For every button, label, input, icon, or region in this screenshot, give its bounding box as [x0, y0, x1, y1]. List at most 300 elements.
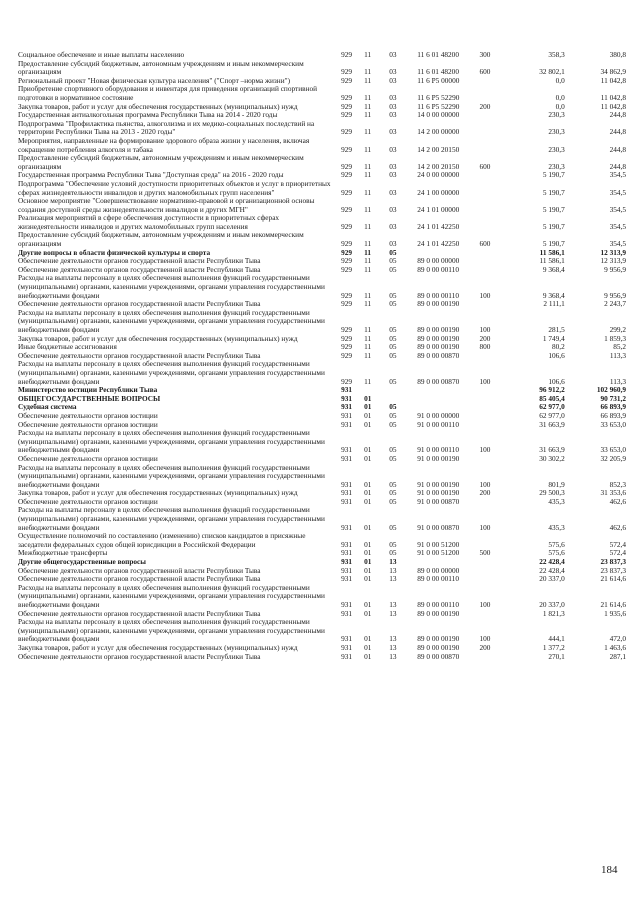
budget-table-body — [18, 51, 626, 661]
row-name: Мероприятия, направленные на формирование здорового образа жизни у населения, включая сокращение потребления алкоголя и табака — [18, 135, 310, 154]
row-amount-year1: 30 302,2 — [539, 453, 565, 463]
row-amount-year2: 102 960,9 — [596, 385, 626, 395]
row-ministry-code: 929 — [341, 204, 353, 214]
row-subsection-code: 13 — [389, 651, 397, 661]
row-expense-type: 600 — [479, 239, 491, 249]
row-section-code: 01 — [364, 642, 372, 652]
row-amount-year1: 0,0 — [555, 75, 565, 85]
row-amount-year2: 21 614,6 — [600, 600, 626, 609]
row-section-code: 01 — [364, 496, 372, 506]
row-amount-year2: 11 042,8 — [600, 75, 626, 85]
row-amount-year1: 31 663,9 — [539, 445, 565, 455]
row-section-code: 11 — [364, 247, 372, 257]
row-name: Государственная антиалкогольная программа Республики Тыва на 2014 - 2020 годы — [18, 110, 278, 120]
row-ministry-code: 929 — [341, 187, 353, 197]
row-section-code: 11 — [364, 239, 372, 249]
row-amount-year2: 462,6 — [609, 522, 626, 532]
row-expense-type — [479, 180, 507, 197]
row-target-article: 89 0 00 00190 — [417, 342, 460, 352]
row-ministry-code: 931 — [341, 419, 353, 429]
row-amount-year2: 1 935,6 — [604, 608, 626, 618]
row-amount-year2: 12 313,9 — [600, 256, 626, 266]
row-target-article: 89 0 00 00000 — [417, 256, 460, 266]
row-amount-year2: 852,3 — [609, 479, 626, 489]
table-row — [18, 137, 626, 154]
row-ministry-code: 929 — [341, 290, 353, 300]
row-subsection-code: 05 — [389, 350, 397, 360]
row-ministry-code: 929 — [341, 350, 353, 360]
row-amount-year2: 85,2 — [613, 342, 626, 352]
row-ministry-code: 929 — [341, 376, 353, 386]
row-subsection-code: 05 — [389, 333, 397, 343]
row-ministry-code: 931 — [341, 548, 353, 558]
row-ministry-code: 929 — [341, 75, 353, 85]
row-name: Государственная программа Республики Тыва "Доступная среда" на 2016 - 2020 годы — [18, 170, 284, 180]
row-subsection-code: 05 — [389, 325, 397, 334]
row-target-article: 91 0 00 00000 — [417, 410, 460, 420]
row-amount-year2: 21 614,6 — [600, 574, 626, 584]
row-expense-type: 200 — [479, 642, 491, 652]
row-amount-year1: 230,3 — [548, 144, 565, 154]
row-name: Расходы на выплаты персоналу в целях обеспечения выполнения функций государственными (муниципальными) органами, казенными учреждениями, органами управления государственными внебюджетными фондами — [18, 307, 325, 334]
row-subsection-code: 03 — [389, 239, 397, 249]
row-expense-type: 200 — [479, 101, 491, 111]
row-expense-type — [479, 532, 507, 549]
row-name: Обеспечение деятельности органов государственной власти Республики Тыва — [18, 608, 261, 618]
row-section-code: 11 — [364, 264, 372, 274]
row-ministry-code: 931 — [341, 651, 353, 661]
row-amount-year1: 11 586,1 — [539, 256, 565, 266]
table-row — [18, 180, 626, 197]
row-section-code: 01 — [364, 479, 372, 489]
row-amount-year1: 1 377,2 — [542, 642, 565, 652]
row-target-article: 89 0 00 00110 — [417, 600, 459, 609]
row-expense-type — [479, 403, 507, 412]
row-target-article: 24 1 00 00000 — [417, 187, 460, 197]
row-name: Обеспечение деятельности органов государственной власти Республики Тыва — [18, 651, 261, 661]
row-expense-type — [479, 567, 507, 576]
row-amount-year1: 281,5 — [548, 325, 565, 334]
table-row — [18, 506, 626, 532]
row-expense-type: 100 — [479, 479, 491, 489]
row-subsection-code: 03 — [389, 101, 397, 111]
row-section-code: 11 — [364, 325, 372, 334]
row-ministry-code: 929 — [341, 161, 353, 171]
row-ministry-code: 929 — [341, 50, 353, 59]
row-section-code: 01 — [364, 548, 372, 558]
row-target-article: 91 0 00 00110 — [417, 419, 459, 429]
row-subsection-code: 05 — [389, 496, 397, 506]
row-amount-year1: 435,3 — [548, 496, 565, 506]
row-subsection-code: 03 — [389, 110, 397, 120]
row-target-article: 91 0 00 00190 — [417, 479, 460, 489]
row-target-article: 14 2 00 20150 — [417, 144, 460, 154]
row-name: Обеспечение деятельности органов юстиции — [18, 453, 158, 463]
row-target-article: 24 1 01 42250 — [417, 239, 460, 249]
row-ministry-code: 929 — [341, 127, 353, 137]
row-expense-type: 600 — [479, 161, 491, 171]
row-target-article: 91 0 00 00190 — [417, 453, 460, 463]
row-amount-year1: 22 428,4 — [539, 557, 565, 567]
row-expense-type: 300 — [479, 50, 491, 59]
row-subsection-code: 03 — [389, 170, 397, 180]
row-ministry-code: 931 — [341, 608, 353, 618]
table-row — [18, 85, 626, 102]
row-target-article: 89 0 00 00110 — [417, 264, 459, 274]
row-amount-year2: 90 731,2 — [600, 393, 626, 403]
row-subsection-code: 05 — [389, 453, 397, 463]
budget-table-page — [18, 51, 626, 661]
row-amount-year1: 575,6 — [548, 548, 565, 558]
row-name: Другие вопросы в области физической культуры и спорта — [18, 247, 211, 257]
row-section-code: 01 — [364, 634, 372, 644]
row-name: Обеспечение деятельности органов юстиции — [18, 419, 158, 429]
row-expense-type: 100 — [479, 290, 491, 300]
row-subsection-code: 03 — [389, 144, 397, 154]
row-amount-year2: 462,6 — [609, 496, 626, 506]
row-subsection-code: 03 — [389, 187, 397, 197]
row-amount-year1: 5 190,7 — [542, 221, 565, 231]
row-section-code: 11 — [364, 144, 372, 154]
row-target-article: 91 0 00 00870 — [417, 496, 460, 506]
row-section-code: 11 — [364, 110, 372, 120]
row-amount-year2: 9 956,9 — [604, 264, 626, 274]
row-amount-year2: 66 893,9 — [600, 402, 626, 412]
row-subsection-code: 05 — [389, 247, 397, 257]
row-amount-year2: 23 837,3 — [600, 565, 626, 575]
row-ministry-code: 929 — [341, 67, 353, 77]
row-ministry-code: 931 — [341, 539, 353, 549]
row-amount-year2: 354,5 — [609, 187, 626, 197]
row-amount-year1: 20 337,0 — [539, 574, 565, 584]
row-amount-year1: 80,2 — [551, 342, 565, 352]
row-amount-year2: 11 042,8 — [600, 101, 626, 111]
row-name: Расходы на выплаты персоналу в целях обеспечения выполнения функций государственными (муниципальными) органами, казенными учреждениями, органами управления государственными внебюджетными фондами — [18, 582, 325, 609]
table-row — [18, 197, 626, 214]
row-section-code: 11 — [364, 204, 372, 214]
row-amount-year1: 230,3 — [548, 161, 565, 171]
table-row — [18, 274, 626, 300]
row-amount-year1: 0,0 — [555, 92, 565, 102]
row-section-code: 01 — [364, 557, 372, 567]
row-section-code: 11 — [364, 256, 372, 266]
row-expense-type: 500 — [479, 548, 491, 558]
row-expense-type — [479, 575, 507, 584]
row-expense-type — [479, 352, 507, 361]
row-name: Обеспечение деятельности органов государственной власти Республики Тыва — [18, 256, 261, 266]
row-target-article: 89 0 00 00000 — [417, 565, 460, 575]
row-amount-year2: 1 463,6 — [604, 642, 626, 652]
row-target-article: 24 1 01 42250 — [417, 221, 460, 231]
row-amount-year1: 5 190,7 — [542, 187, 565, 197]
row-amount-year2: 299,2 — [609, 325, 626, 334]
row-target-article: 24 0 00 00000 — [417, 170, 460, 180]
row-target-article: 11 6 Р5 52290 — [417, 92, 460, 102]
row-expense-type — [479, 653, 507, 662]
row-expense-type: 600 — [479, 67, 491, 77]
table-row — [18, 309, 626, 335]
row-ministry-code: 929 — [341, 342, 353, 352]
row-subsection-code: 03 — [389, 50, 397, 59]
row-ministry-code: 931 — [341, 385, 353, 395]
row-expense-type: 200 — [479, 488, 491, 498]
row-amount-year2: 1 859,3 — [604, 333, 626, 343]
row-amount-year1: 0,0 — [555, 101, 565, 111]
table-row — [18, 584, 626, 610]
row-amount-year2: 113,3 — [609, 376, 626, 386]
row-amount-year1: 106,6 — [548, 376, 565, 386]
table-row — [18, 120, 626, 137]
row-expense-type: 100 — [479, 445, 491, 455]
row-expense-type: 100 — [479, 600, 491, 609]
row-ministry-code: 931 — [341, 522, 353, 532]
row-subsection-code: 03 — [389, 127, 397, 137]
row-amount-year2: 380,8 — [609, 50, 626, 59]
row-section-code: 01 — [364, 402, 372, 412]
row-section-code: 01 — [364, 539, 372, 549]
row-subsection-code: 05 — [389, 419, 397, 429]
row-ministry-code: 931 — [341, 488, 353, 498]
row-ministry-code: 931 — [341, 574, 353, 584]
row-target-article: 11 6 Р5 00000 — [417, 75, 460, 85]
row-amount-year2: 113,3 — [609, 350, 626, 360]
row-name: Закупка товаров, работ и услуг для обеспечения государственных (муниципальных) нужд — [18, 642, 298, 652]
row-target-article: 11 6 01 48200 — [417, 50, 459, 59]
row-ministry-code: 929 — [341, 247, 353, 257]
row-amount-year1: 9 368,4 — [542, 264, 565, 274]
row-amount-year1: 801,9 — [548, 479, 565, 489]
row-name: Закупка товаров, работ и услуг для обеспечения государственных (муниципальных) нужд — [18, 333, 298, 343]
row-name: Подпрограмма "Профилактика пьянства, алкоголизма и их медико-социальных последствий на территории Республики Тыва на 2013 - 2020 годы" — [18, 118, 315, 137]
table-row — [18, 60, 626, 77]
row-amount-year2: 34 862,9 — [600, 67, 626, 77]
row-subsection-code: 13 — [389, 600, 397, 609]
row-name: Предоставление субсидий бюджетным, автономным учреждениям и иным некоммерческим организациям — [18, 153, 304, 171]
row-ministry-code: 931 — [341, 402, 353, 412]
row-name: Межбюджетные трансферты — [18, 548, 108, 558]
row-expense-type — [479, 610, 507, 619]
row-name: Другие общегосударственные вопросы — [18, 557, 146, 567]
row-expense-type: 100 — [479, 634, 491, 644]
row-ministry-code: 929 — [341, 101, 353, 111]
row-section-code: 01 — [364, 574, 372, 584]
row-ministry-code: 929 — [341, 92, 353, 102]
row-amount-year1: 5 190,7 — [542, 239, 565, 249]
row-section-code: 01 — [364, 410, 372, 420]
row-target-article — [417, 386, 479, 395]
row-ministry-code: 931 — [341, 642, 353, 652]
row-section-code: 11 — [364, 75, 372, 85]
row-amount-year1: 85 405,4 — [539, 393, 565, 403]
row-target-article: 91 0 00 51200 — [417, 539, 460, 549]
row-section-code: 01 — [364, 488, 372, 498]
row-subsection-code: 13 — [389, 642, 397, 652]
row-amount-year1: 1 821,3 — [542, 608, 565, 618]
row-amount-year1: 29 500,3 — [539, 488, 565, 498]
row-target-article: 14 2 00 00000 — [417, 127, 460, 137]
row-subsection-code: 05 — [389, 376, 397, 386]
row-target-article: 11 6 Р5 52290 — [417, 101, 460, 111]
row-ministry-code: 929 — [341, 256, 353, 266]
row-target-article: 89 0 00 00190 — [417, 634, 460, 644]
row-section-code: 11 — [364, 376, 372, 386]
row-amount-year1: 5 190,7 — [542, 204, 565, 214]
row-subsection-code: 05 — [389, 548, 397, 558]
table-row — [18, 360, 626, 386]
row-amount-year2: 33 653,0 — [600, 419, 626, 429]
row-amount-year1: 435,3 — [548, 522, 565, 532]
row-ministry-code: 929 — [341, 325, 353, 334]
row-target-article: 89 0 00 00110 — [417, 574, 459, 584]
row-section-code: 11 — [364, 67, 372, 77]
row-subsection-code: 05 — [389, 264, 397, 274]
row-amount-year2: 354,5 — [609, 239, 626, 249]
row-expense-type — [479, 386, 507, 395]
row-name: Закупка товаров, работ и услуг для обеспечения государственных (муниципальных) нужд — [18, 101, 298, 111]
row-subsection-code: 05 — [389, 488, 397, 498]
row-section-code: 11 — [364, 92, 372, 102]
row-amount-year1: 9 368,4 — [542, 290, 565, 300]
row-name: Обеспечение деятельности органов государственной власти Республики Тыва — [18, 565, 261, 575]
row-amount-year2: 572,4 — [609, 548, 626, 558]
row-ministry-code: 931 — [341, 634, 353, 644]
row-section-code: 01 — [364, 565, 372, 575]
row-ministry-code: 929 — [341, 264, 353, 274]
row-expense-type — [479, 257, 507, 266]
row-name: Основное мероприятие "Совершенствование нормативно-правовой и организационной основы создания доступной среды жизнедеятельности инвалидов и других МГН" — [18, 196, 315, 214]
row-section-code: 11 — [364, 127, 372, 137]
row-name: Предоставление субсидий бюджетным, автономным учреждениям и иным некоммерческим организациям — [18, 58, 304, 77]
row-expense-type — [479, 412, 507, 421]
row-name: Обеспечение деятельности органов государственной власти Республики Тыва — [18, 299, 261, 309]
row-name: Региональный проект "Новая физическая культура населения" ("Спорт –норма жизни") — [18, 75, 291, 85]
row-expense-type — [479, 77, 507, 86]
row-target-article: 91 0 00 00190 — [417, 488, 460, 498]
row-ministry-code: 929 — [341, 239, 353, 249]
row-amount-year2: 33 653,0 — [600, 445, 626, 455]
row-target-article: 89 0 00 00190 — [417, 608, 460, 618]
row-target-article: 11 6 01 48200 — [417, 67, 459, 77]
row-section-code: 01 — [364, 522, 372, 532]
row-subsection-code: 05 — [389, 522, 397, 532]
row-name: Судебная система — [18, 402, 77, 412]
row-subsection-code: 05 — [389, 539, 397, 549]
row-subsection-code: 13 — [389, 557, 397, 567]
row-target-article: 89 0 00 00190 — [417, 333, 460, 343]
row-expense-type — [479, 214, 507, 231]
row-amount-year1: 444,1 — [548, 634, 565, 644]
row-section-code: 11 — [364, 342, 372, 352]
row-name: Закупка товаров, работ и услуг для обеспечения государственных (муниципальных) нужд — [18, 488, 298, 498]
row-name: Министерство юстиции Республики Тыва — [18, 385, 158, 395]
row-amount-year1: 62 977,0 — [539, 410, 565, 420]
row-amount-year2: 244,8 — [609, 127, 626, 137]
row-amount-year2: 354,5 — [609, 170, 626, 180]
row-expense-type: 200 — [479, 333, 491, 343]
table-row — [18, 231, 626, 248]
row-ministry-code: 931 — [341, 479, 353, 489]
row-name: Осуществление полномочий по составлению (изменению) списков кандидатов в присяжные заседатели федеральных судов общей юрисдикции в Российской Федерации — [18, 531, 306, 549]
row-amount-year1: 62 977,0 — [539, 402, 565, 412]
row-name: Обеспечение деятельности органов государственной власти Республики Тыва — [18, 264, 261, 274]
row-amount-year2: 9 956,9 — [604, 290, 626, 300]
row-ministry-code: 929 — [341, 333, 353, 343]
row-amount-year2: 12 313,9 — [600, 247, 626, 257]
row-subsection-code: 03 — [389, 75, 397, 85]
row-ministry-code: 929 — [341, 144, 353, 154]
row-expense-type — [479, 85, 507, 102]
row-expense-type: 100 — [479, 522, 491, 532]
table-row — [18, 154, 626, 171]
row-section-code: 11 — [364, 50, 372, 59]
row-section-code: 01 — [364, 419, 372, 429]
row-expense-type — [479, 455, 507, 464]
row-ministry-code: 929 — [341, 110, 353, 120]
row-subsection-code: 05 — [389, 256, 397, 266]
row-expense-type — [479, 395, 507, 404]
row-target-article: 89 0 00 00870 — [417, 376, 460, 386]
row-subsection-code: 13 — [389, 574, 397, 584]
row-name: ОБЩЕГОСУДАРСТВЕННЫЕ ВОПРОСЫ — [18, 393, 161, 403]
row-target-article: 91 0 00 00110 — [417, 445, 459, 455]
row-name: Предоставление субсидий бюджетным, автономным учреждениям и иным некоммерческим организациям — [18, 230, 304, 249]
row-section-code: 11 — [364, 170, 372, 180]
row-name: Обеспечение деятельности органов государственной власти Республики Тыва — [18, 350, 261, 360]
row-amount-year1: 575,6 — [548, 539, 565, 549]
row-section-code: 11 — [364, 290, 372, 300]
table-row — [18, 464, 626, 490]
row-expense-type — [479, 197, 507, 214]
table-row — [18, 429, 626, 455]
row-amount-year2: 354,5 — [609, 221, 626, 231]
row-expense-type — [479, 171, 507, 180]
row-target-article — [417, 395, 479, 404]
row-subsection-code: 03 — [389, 67, 397, 77]
row-amount-year1: 230,3 — [548, 110, 565, 120]
row-section-code: 11 — [364, 299, 372, 309]
row-expense-type — [479, 137, 507, 154]
row-name: Расходы на выплаты персоналу в целях обеспечения выполнения функций государственными (муниципальными) органами, казенными учреждениями, органами управления государственными внебюджетными фондами — [18, 428, 325, 455]
table-row — [18, 618, 626, 644]
row-ministry-code: 929 — [341, 221, 353, 231]
row-name: Обеспечение деятельности органов юстиции — [18, 496, 158, 506]
row-amount-year2: 11 042,8 — [600, 92, 626, 102]
row-expense-type: 100 — [479, 325, 491, 334]
row-ministry-code: 931 — [341, 565, 353, 575]
row-name: Подпрограмма "Обеспечение условий доступности приоритетных объектов и услуг в приоритетных сферах жизнедеятельности инвалидов и других маломобильных групп населения" — [18, 178, 331, 197]
row-subsection-code: 05 — [389, 342, 397, 352]
row-ministry-code: 931 — [341, 600, 353, 609]
row-target-article: 89 0 00 00870 — [417, 651, 460, 661]
row-expense-type — [479, 111, 507, 120]
row-subsection-code: 05 — [389, 479, 397, 489]
row-target-article: 89 0 00 00190 — [417, 325, 460, 334]
row-amount-year2: 572,4 — [609, 539, 626, 549]
row-subsection-code: 03 — [389, 221, 397, 231]
row-amount-year2: 66 893,9 — [600, 410, 626, 420]
row-subsection-code: 03 — [389, 92, 397, 102]
row-section-code: 11 — [364, 187, 372, 197]
row-section-code: 11 — [364, 350, 372, 360]
row-name: Расходы на выплаты персоналу в целях обеспечения выполнения функций государственными (муниципальными) органами, казенными учреждениями, органами управления государственными внебюджетными фондами — [18, 617, 325, 644]
row-name: Обеспечение деятельности органов юстиции — [18, 410, 158, 420]
row-subsection-code: 05 — [389, 402, 397, 412]
row-subsection-code: 05 — [389, 410, 397, 420]
row-section-code: 01 — [364, 651, 372, 661]
row-section-code: 01 — [364, 445, 372, 455]
row-ministry-code: 931 — [341, 453, 353, 463]
row-amount-year1: 20 337,0 — [539, 600, 565, 609]
